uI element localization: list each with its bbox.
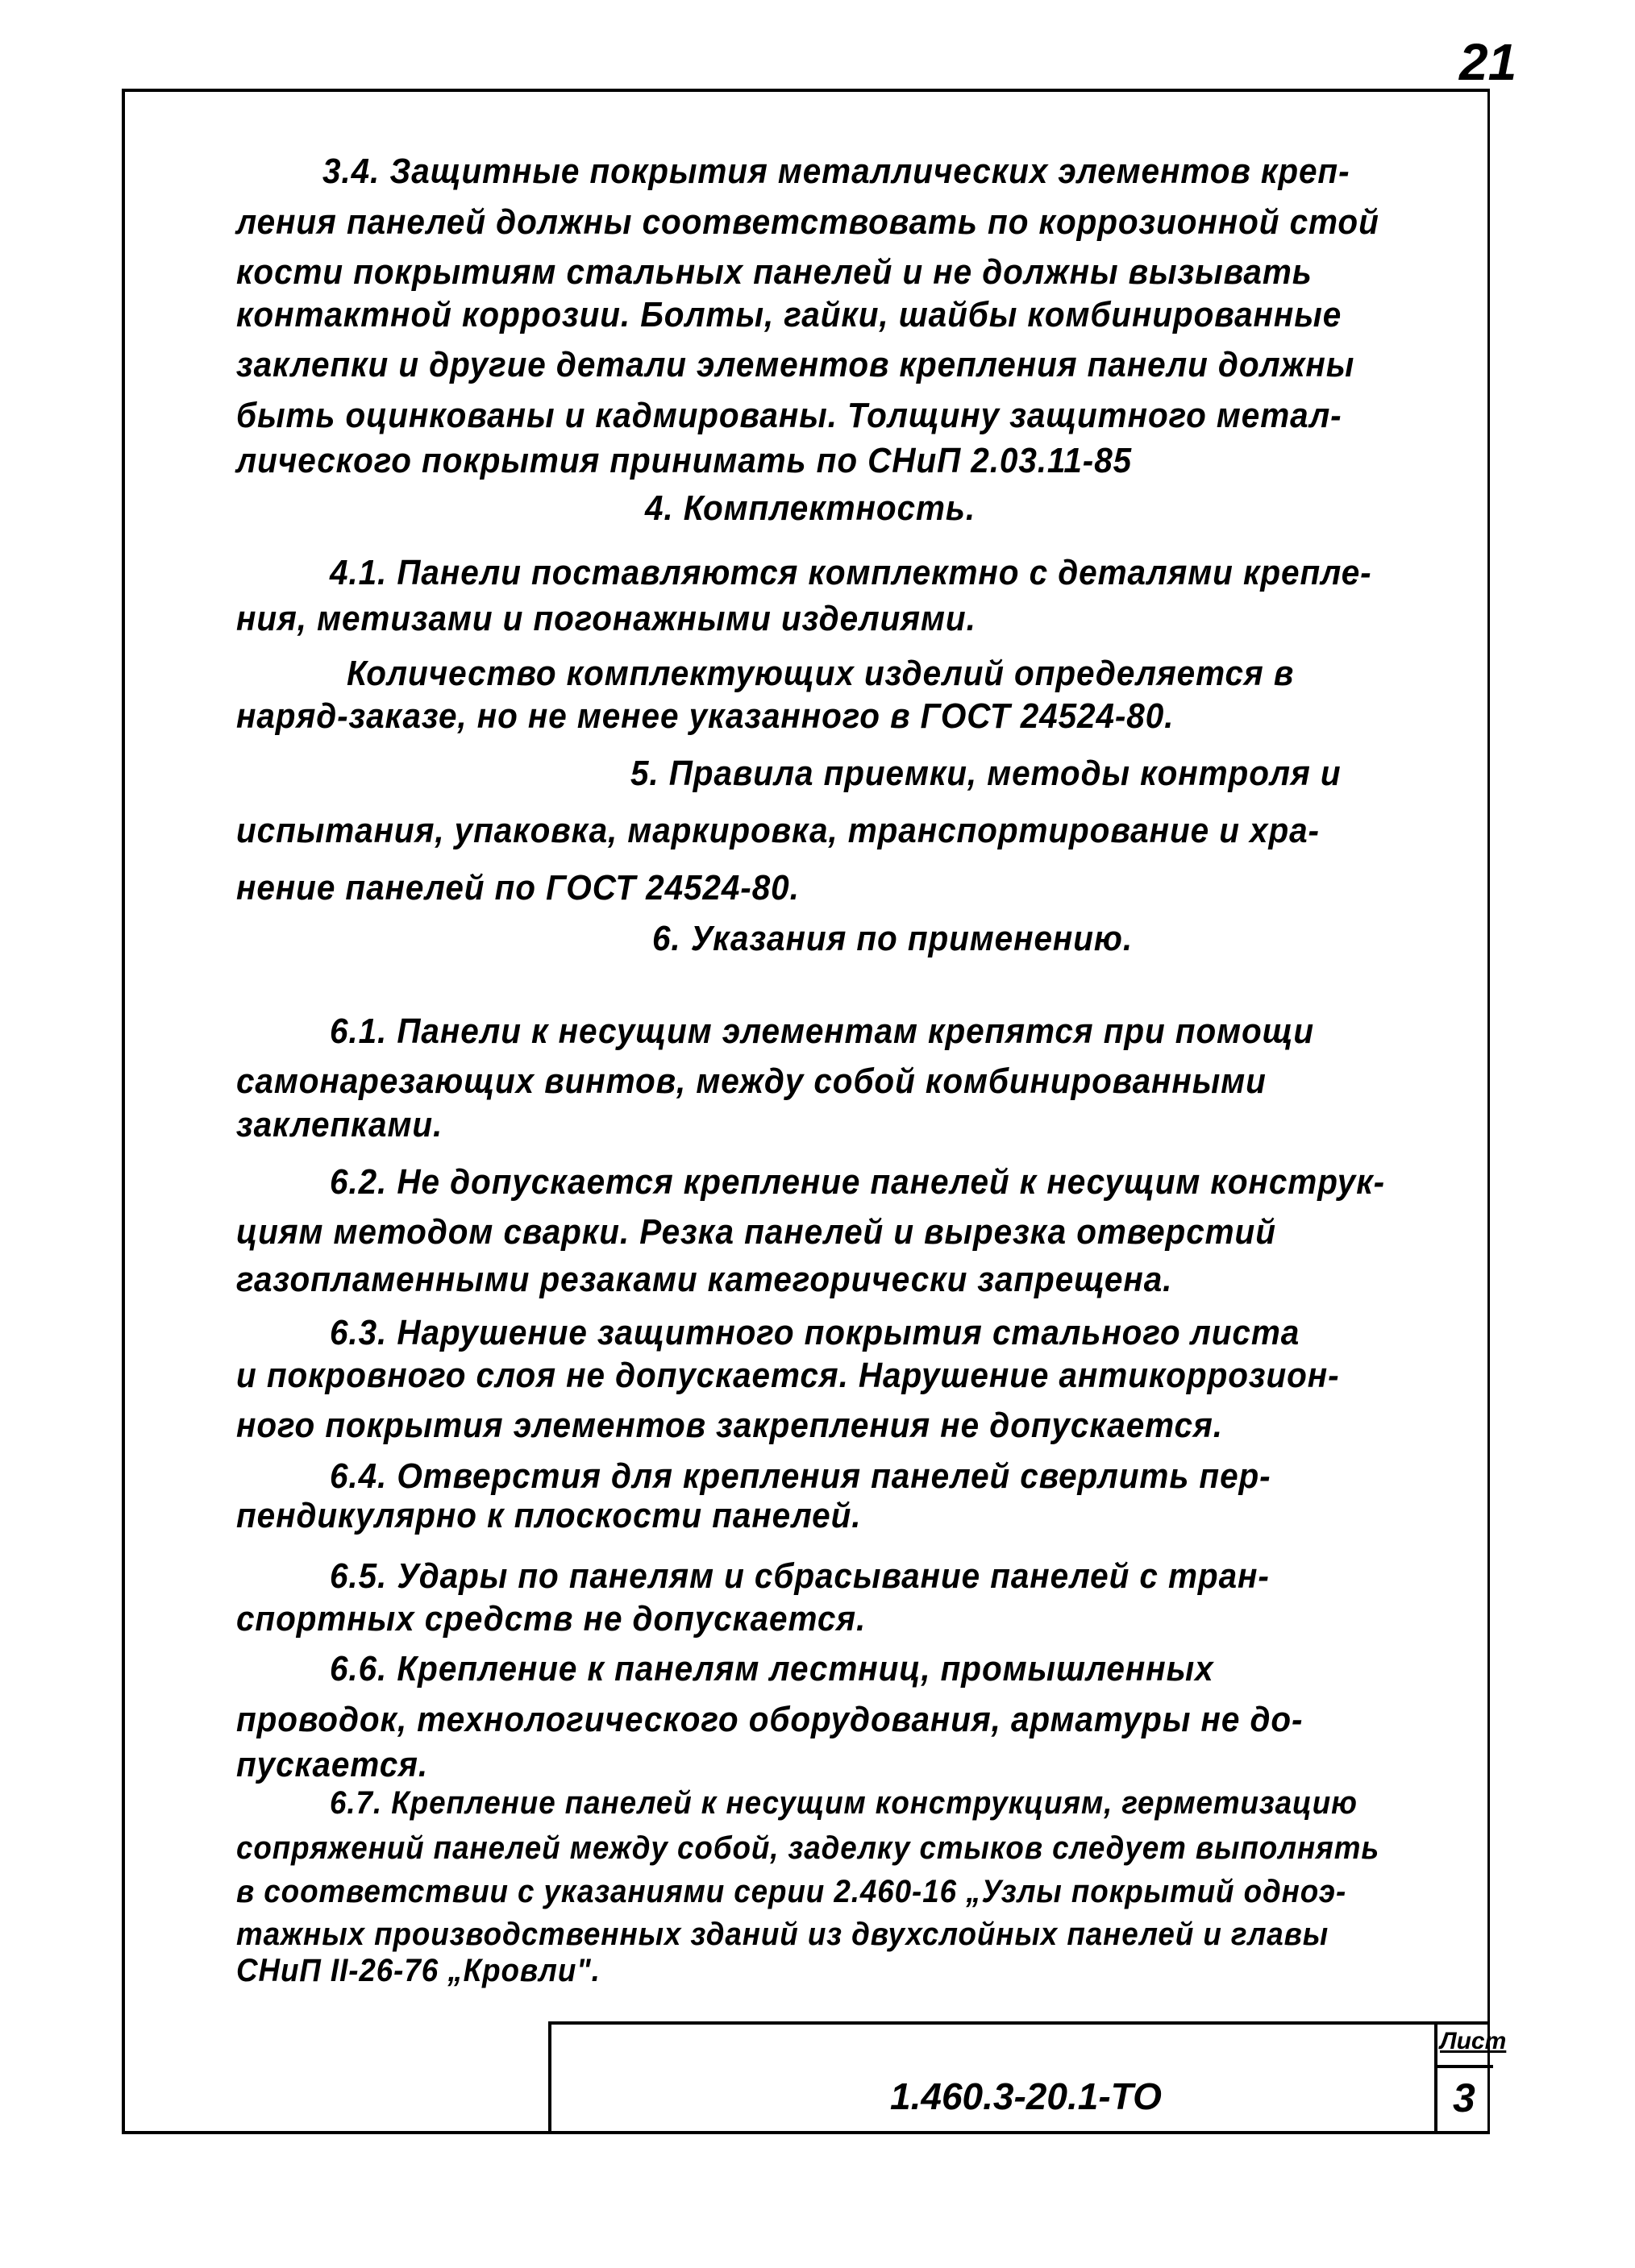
document-code: 1.460.3-20.1-ТО: [890, 2075, 1162, 2117]
text-line: 3.4. Защитные покрытия металлических элементов креп-: [322, 152, 1350, 191]
sheet-number: 3: [1453, 2075, 1475, 2121]
section-heading: 6. Указания по применению.: [652, 919, 1134, 958]
text-line: нение панелей по ГОСТ 24524-80.: [236, 868, 800, 908]
title-block-divider: [1434, 2025, 1437, 2134]
sheet-cell-divider: [1437, 2065, 1493, 2068]
text-line: и покровного слоя не допускается. Нарушение антикоррозион-: [236, 1356, 1340, 1395]
text-line: ния, метизами и погонажными изделиями.: [236, 599, 976, 638]
text-line: наряд-заказе, но не менее указанного в ГОСТ 24524-80.: [236, 696, 1175, 736]
text-line: в соответствии с указаниями серии 2.460-16 „Узлы покрытий одноэ-: [236, 1874, 1347, 1909]
text-line: 6.4. Отверстия для крепления панелей сверлить пер-: [330, 1456, 1271, 1496]
text-line: заклепки и другие детали элементов крепления панели должны: [236, 345, 1355, 384]
title-block: [548, 2021, 1507, 2134]
text-line: 6.5. Удары по панелям и сбрасывание панелей с тран-: [330, 1556, 1270, 1596]
text-line: спортных средств не допускается.: [236, 1599, 867, 1639]
text-line: 6.6. Крепление к панелям лестниц, промышленных: [330, 1649, 1214, 1689]
text-line: 6.1. Панели к несущим элементам крепятся при помощи: [330, 1011, 1315, 1051]
text-line: заклепками.: [236, 1105, 443, 1144]
text-line: контактной коррозии. Болты, гайки, шайбы комбинированные: [236, 295, 1342, 334]
section-heading: 4. Комплектность.: [645, 488, 976, 528]
text-line: газопламенными резаками категорически запрещена.: [236, 1260, 1173, 1299]
text-line: быть оцинкованы и кадмированы. Толщину защитного метал-: [236, 396, 1342, 435]
page-number: 21: [1459, 33, 1517, 91]
text-line: ления панелей должны соответствовать по коррозионной стой: [236, 202, 1379, 242]
text-line: лического покрытия принимать по СНиП 2.03.11-85: [236, 441, 1133, 480]
text-line: циям методом сварки. Резка панелей и вырезка отверстий: [236, 1212, 1276, 1252]
text-line: 6.7. Крепление панелей к несущим конструкциям, герметизацию: [330, 1785, 1358, 1821]
text-line: испытания, упаковка, маркировка, транспортирование и хра-: [236, 811, 1320, 850]
text-line: 4.1. Панели поставляются комплектно с деталями крепле-: [330, 553, 1372, 592]
text-line: пендикулярно к плоскости панелей.: [236, 1496, 862, 1535]
text-line: проводок, технологического оборудования, арматуры не до-: [236, 1700, 1304, 1739]
text-line: СНиП II-26-76 „Кровли".: [236, 1953, 601, 1988]
text-line: тажных производственных зданий из двухслойных панелей и главы: [236, 1917, 1329, 1952]
text-line: Количество комплектующих изделий определяется в: [347, 654, 1295, 693]
text-line: кости покрытиям стальных панелей и не должны вызывать: [236, 252, 1313, 292]
text-line: 6.2. Не допускается крепление панелей к несущим конструк-: [330, 1162, 1386, 1202]
text-line: самонарезающих винтов, между собой комбинированными: [236, 1061, 1267, 1101]
text-line: сопряжений панелей между собой, заделку стыков следует выполнять: [236, 1830, 1380, 1866]
section-heading: 5. Правила приемки, методы контроля и: [630, 754, 1342, 793]
text-line: ного покрытия элементов закрепления не допускается.: [236, 1406, 1223, 1445]
sheet-label: Лист: [1440, 2028, 1507, 2054]
text-line: 6.3. Нарушение защитного покрытия стального листа: [330, 1313, 1300, 1352]
text-line: пускается.: [236, 1745, 429, 1784]
